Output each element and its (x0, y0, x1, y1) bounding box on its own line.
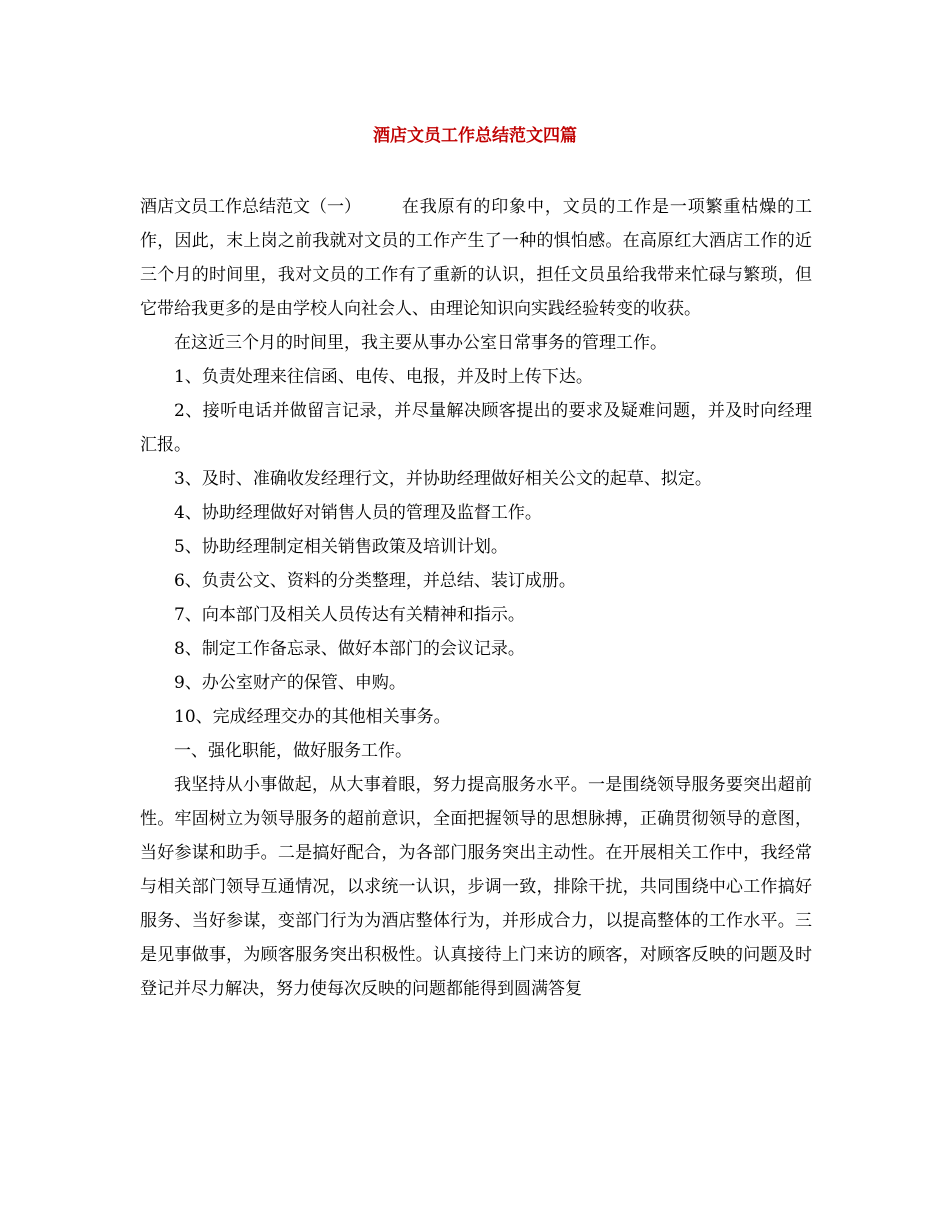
list-item: 2、接听电话并做留言记录，并尽量解决顾客提出的要求及疑难问题，并及时向经理汇报。 (140, 401, 812, 455)
list-item: 10、完成经理交办的其他相关事务。 (174, 707, 451, 727)
list-item: 4、协助经理做好对销售人员的管理及监督工作。 (174, 503, 542, 523)
document-body (140, 190, 812, 1006)
list-item: 9、办公室财产的保管、申购。 (174, 673, 406, 693)
list-item: 7、向本部门及相关人员传达有关精神和指示。 (174, 605, 525, 625)
paragraph: 我坚持从小事做起，从大事着眼，努力提高服务水平。一是围绕领导服务要突出超前性。牢固树立为领导服务的超前意识，全面把握领导的思想脉搏，正确贯彻领导的意图，当好参谋和助手。二是搞好配合，为各部门服务突出主动性。在开展相关工作中，我经常与相关部门领导互通情况，以求统一认识，步调一致，排除干扰，共同围绕中心工作搞好服务、当好参谋，变部门行为为酒店整体行为，并形成合力，以提高整体的工作水平。三是见事做事，为顾客服务突出积极性。认真接待上门来访的顾客，对顾客反映的问题及时登记并尽力解决，努力使每次反映的问题都能得到圆满答复 (140, 775, 812, 999)
intro-text: 在我原有的印象中，文员的工作是一项繁重枯燥的工作，因此，末上岗之前我就对文员的工作产生了一种的惧怕感。在高原红大酒店工作的近三个月的时间里，我对文员的工作有了重新的认识，担任文员虽给我带来忙碌与繁琐，但它带给我更多的是由学校人向社会人、由理论知识向实践经验转变的收获。 (140, 197, 812, 319)
list-item: 8、制定工作备忘录、做好本部门的会议记录。 (174, 639, 525, 659)
document-title: 酒店文员工作总结范文四篇 (373, 126, 577, 146)
subsection-heading: 一、强化职能，做好服务工作。 (174, 741, 412, 761)
intro-paragraph (140, 190, 812, 326)
paragraph: 在这近三个月的时间里，我主要从事办公室日常事务的管理工作。 (174, 333, 667, 353)
section-heading: 酒店文员工作总结范文（一） (140, 197, 361, 217)
list-item: 3、及时、准确收发经理行文，并协助经理做好相关公文的起草、拟定。 (174, 469, 712, 489)
list-item: 6、负责公文、资料的分类整理，并总结、装订成册。 (174, 571, 576, 591)
list-item: 5、协助经理制定相关销售政策及培训计划。 (174, 537, 508, 557)
list-item: 1、负责处理来往信函、电传、电报，并及时上传下达。 (174, 367, 593, 387)
